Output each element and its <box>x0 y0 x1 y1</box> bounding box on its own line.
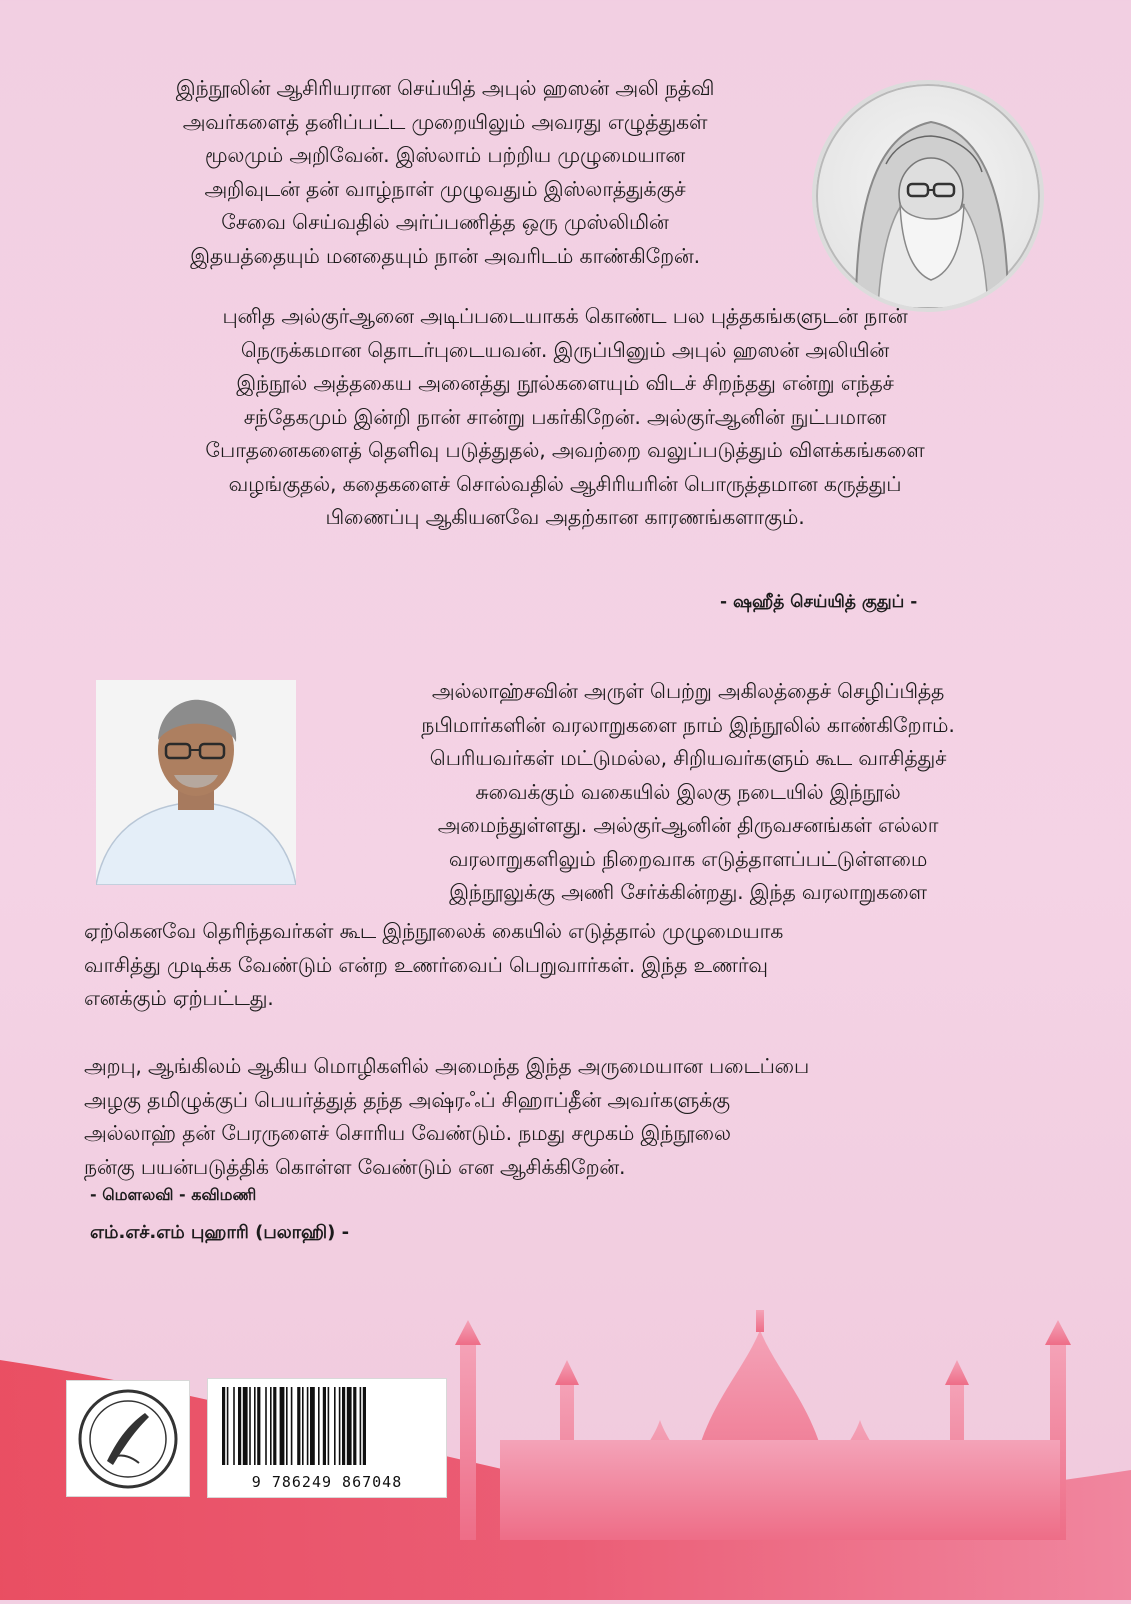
translator-photo <box>96 680 296 885</box>
top-paragraph <box>80 72 810 273</box>
text-line: அறிவுடன் தன் வாழ்நாள் முழுவதும் இஸ்லாத்துக்குச் <box>204 176 686 201</box>
text-line: இந்நூல் அத்தகைய அனைத்து நூல்களையும் விடச் சிறந்தது என்று எந்தச் <box>236 371 894 395</box>
text-line: அமைந்துள்ளது. அல்குர்ஆனின் திருவசனங்கள் எல்லா <box>437 813 939 837</box>
text-line: இந்நூலுக்கு அணி சேர்க்கின்றது. இந்த வரலாறுகளை <box>449 880 927 904</box>
text-line: வரலாறுகளிலும் நிறைவாக எடுத்தாளப்பட்டுள்ளமை <box>448 846 928 871</box>
isbn-digits: 9 786249 867048 <box>251 1473 403 1491</box>
text-line: சந்தேகமும் இன்றி நான் சான்று பகர்கிறேன். அல்குர்ஆனின் நுட்பமான <box>243 404 887 429</box>
signature-title: - மௌலவி - கவிமணி <box>90 1185 257 1204</box>
text-line: போதனைகளைத் தெளிவு படுத்துதல், அவற்றை வலுப்படுத்தும் விளக்கங்களை <box>205 438 925 462</box>
fourth-paragraph <box>84 915 1074 1016</box>
publisher-logo <box>66 1380 190 1497</box>
barcode-bars <box>208 1379 446 1469</box>
isbn-barcode <box>207 1378 447 1498</box>
text-line: சேவை செய்வதில் அர்ப்பணித்த ஒரு முஸ்லிமின் <box>221 210 669 234</box>
text-line: எனக்கும் ஏற்பட்டது. <box>84 986 274 1010</box>
text-line: சுவைக்கும் வகையில் இலகு நடையில் இந்நூல் <box>475 779 901 804</box>
text-line: நன்கு பயன்படுத்திக் கொள்ள வேண்டும் என ஆசிக்கிறேன். <box>84 1154 626 1179</box>
text-line: அழகு தமிழுக்குப் பெயர்த்துத் தந்த அஷ்ரஃப் சிஹாப்தீன் அவர்களுக்கு <box>84 1087 730 1112</box>
text-line: வாசித்து முடிக்க வேண்டும் என்ற உணர்வைப் பெறுவார்கள். இந்த உணர்வு <box>84 952 768 977</box>
text-line: நபிமார்களின் வரலாறுகளை நாம் இந்நூலில் காண்கிறோம். <box>421 712 955 737</box>
text-line: அல்லாஹ்சவின் அருள் பெற்று அகிலத்தைச் செழிப்பித்த <box>431 679 945 703</box>
text-line: அல்லாஹ் தன் பேரருளைச் சொரிய வேண்டும். நமது சமூகம் இந்நூலை <box>84 1121 731 1145</box>
text-line: இந்நூலின் ஆசிரியரான செய்யித் அபுல் ஹஸன் அலி நத்வி <box>175 76 715 100</box>
fifth-paragraph <box>84 1050 1074 1184</box>
author-sketch-portrait <box>812 80 1044 312</box>
text-line: புனித அல்குர்ஆனை அடிப்படையாகக் கொண்ட பல புத்தகங்களுடன் நான் <box>222 304 908 328</box>
text-line: பெரியவர்கள் மட்டுமல்ல, சிறியவர்களும் கூட வாசித்துச் <box>429 746 947 770</box>
text-line: நெருக்கமான தொடர்புடையவன். இருப்பினும் அபுல் ஹஸன் அலியின் <box>240 337 890 362</box>
text-line: வழங்குதல், கதைகளைச் சொல்வதில் ஆசிரியரின் பொருத்தமான கருத்துப் <box>228 471 902 496</box>
signature-shaheed: - ஷஹீத் செய்யித் குதுப் - <box>720 592 918 612</box>
signature-name: எம்.எச்.எம் புஹாரி (பலாஹி) - <box>90 1222 350 1243</box>
text-line: மூலமும் அறிவேன். இஸ்லாம் பற்றிய முழுமையான <box>204 143 686 167</box>
text-line: அவர்களைத் தனிப்பட்ட முறையிலும் அவரது எழுத்துகள் <box>182 109 708 134</box>
third-paragraph <box>318 675 1058 910</box>
second-paragraph <box>80 300 1050 535</box>
text-line: அறபு, ஆங்கிலம் ஆகிய மொழிகளில் அமைந்த இந்த அருமையான படைப்பை <box>84 1054 810 1078</box>
text-line: பிணைப்பு ஆகியனவே அதற்கான காரணங்களாகும். <box>325 505 805 529</box>
text-line: இதயத்தையும் மனதையும் நான் அவரிடம் காண்கிறேன். <box>190 243 700 268</box>
text-line: ஏற்கெனவே தெரிந்தவர்கள் கூட இந்நூலைக் கையில் எடுத்தால் முழுமையாக <box>84 919 784 943</box>
